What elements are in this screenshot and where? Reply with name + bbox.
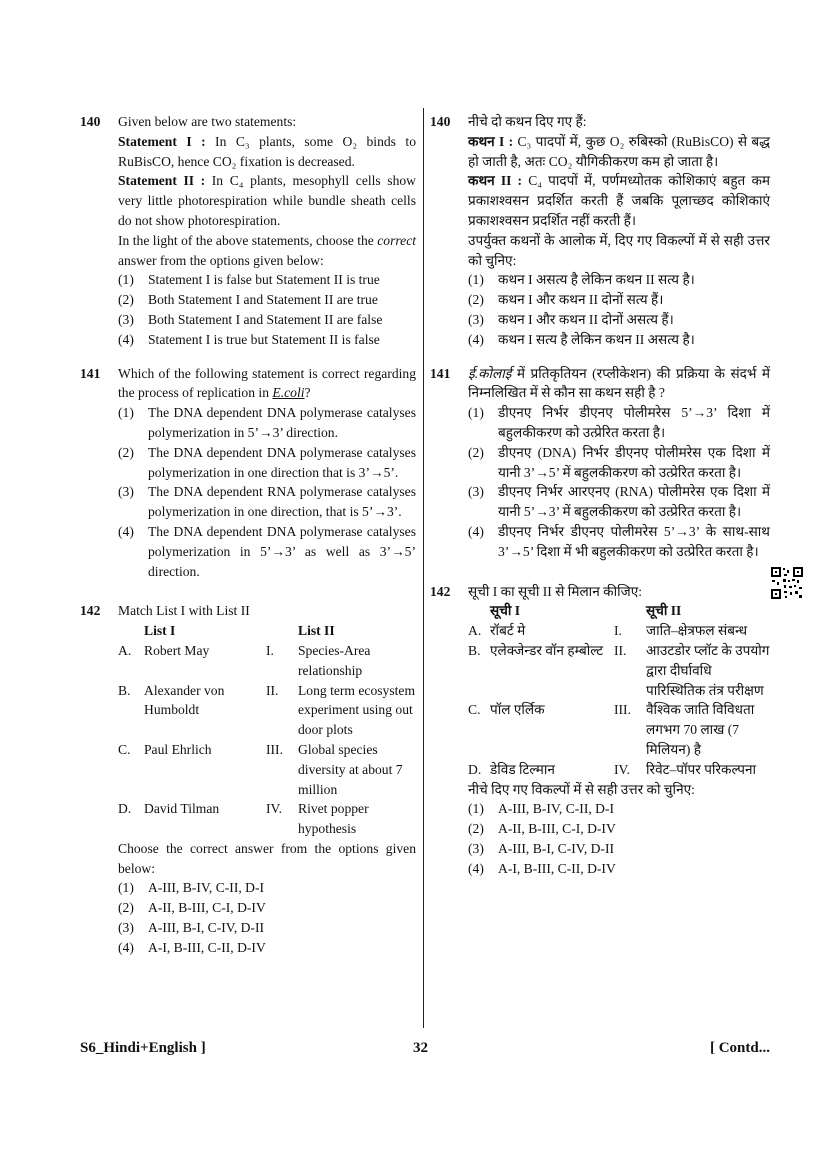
option-4[interactable]: (4) Statement I is true but Statement II is false <box>118 331 380 347</box>
question-number: 141 <box>80 365 101 381</box>
option-3[interactable]: (3) Both Statement I and Statement II are false <box>118 311 383 327</box>
match-row: D. David Tilman IV. Rivet popper hypothesis <box>118 801 369 837</box>
statement-1 <box>468 132 770 172</box>
statement-1-text: In C₃ plants, some O₂ binds to RuBisCO, hence CO₂ fixation is decreased. <box>118 133 416 169</box>
question-142-en <box>80 601 416 957</box>
option-3[interactable]: (3) A-III, B-I, C-IV, D-II <box>468 840 615 856</box>
statement-1-label: Statement I : <box>118 133 206 149</box>
question-number: 140 <box>80 114 101 129</box>
column-divider <box>423 108 424 1028</box>
qr-code-icon <box>770 566 804 600</box>
choose-instruction: नीचे दिए गए विकल्पों में से सही उत्तर को चुनिए: <box>468 781 695 797</box>
match-row: A. रॉबर्ट मे I. जाति–क्षेत्रफल संबन्ध <box>468 623 748 639</box>
statement-1-label: कथन I : <box>468 133 514 149</box>
question-140-hi <box>430 112 770 350</box>
match-row: D. डेविड टिल्मान IV. रिवेट–पॉपर परिकल्पना <box>468 761 757 777</box>
option-1[interactable]: (1) Statement I is false but Statement II is true <box>118 272 380 288</box>
option-2[interactable]: (2) The DNA dependent DNA polymerase catalyses polymerization in one direction that is 3’→5’. <box>118 444 416 480</box>
option-4[interactable]: (4) A-I, B-III, C-II, D-IV <box>468 860 616 876</box>
match-table-header <box>468 601 770 621</box>
question-number: 141 <box>430 365 451 381</box>
match-table <box>118 621 416 839</box>
match-row: B. Alexander von Humboldt II. Long term ecosystem experiment using out door plots <box>118 682 416 738</box>
option-1[interactable]: (1) कथन I असत्य है लेकिन कथन II सत्य है। <box>468 272 695 288</box>
option-3[interactable]: (3) डीएनए निर्भर आरएनए (RNA) पोलीमरेस एक दिशा में यानी 5’→3’ में बहुलकीकरण को उत्प्रेरित करता है। <box>468 484 770 520</box>
list-1-header: सूची I <box>490 603 521 619</box>
question-number: 142 <box>430 583 451 599</box>
option-1[interactable]: (1) डीएनए निर्भर डीएनए पोलीमरेस 5’→3’ दिशा में बहुलकीकरण को उत्प्रेरित करता है। <box>468 405 770 440</box>
statement-1-text: C₃ पादपों में, कुछ O₂ रुबिस्को (RuBisCO) से बद्ध हो जाती है, अतः CO₂ यौगिकीकरण कम हो जाता है। <box>468 133 770 169</box>
question-142-hi <box>430 582 770 879</box>
statement-1 <box>118 132 416 172</box>
match-table-header <box>118 621 416 641</box>
english-column <box>80 112 416 958</box>
hindi-column <box>430 112 770 878</box>
option-3[interactable]: (3) A-III, B-I, C-IV, D-II <box>118 920 265 936</box>
question-stem: ई.कोलाई में प्रतिकृतियन (रप्लीकेशन) की प्रक्रिया के संदर्भ में निम्नलिखित में से कौन सा कथन सही है ? <box>468 365 770 401</box>
option-1[interactable]: (1) A-III, B-IV, C-II, D-I <box>118 880 265 896</box>
option-4[interactable]: (4) A-I, B-III, C-II, D-IV <box>118 939 266 955</box>
statement-2-text: In C₄ plants, mesophyll cells show very little photorespiration while bundle sheath cells do not show photorespiration. <box>118 173 416 228</box>
question-instruction: In the light of the above statements, choose the correct answer from the options given below: <box>118 232 416 268</box>
question-stem: Which of the following statement is correct regarding the process of replication in E.coli? <box>118 365 416 401</box>
option-4[interactable]: (4) डीएनए निर्भर डीएनए पोलीमरेस 5’→3’ के साथ-साथ 3’→5’ दिशा में भी बहुलकीकरण को उत्प्रेरित करता है। <box>468 523 770 559</box>
question-number: 142 <box>80 603 101 619</box>
statement-2 <box>118 171 416 230</box>
match-row: C. पॉल एर्लिक III. वैश्विक जाति विविधता लगभग 70 लाख (7 मिलियन) है <box>468 702 755 757</box>
footer-code: S6_Hindi+English ] <box>80 1040 206 1056</box>
option-1[interactable]: (1) A-III, B-IV, C-II, D-I <box>468 801 615 817</box>
option-2[interactable]: (2) कथन I और कथन II दोनों सत्य हैं। <box>468 292 664 308</box>
list-1-header: List I <box>144 623 176 639</box>
footer-contd: [ Contd... <box>709 1040 770 1056</box>
statement-2-text: C₄ पादपों में, पर्णमध्योतक कोशिकाएं बहुत कम प्रकाशश्वसन प्रदर्शित करती हैं जबकि पूलाच्छद कोशिकाएं प्रकाशश्वसन प्रदर्शित नहीं करती हैं। <box>468 173 771 228</box>
statement-2-label: Statement II : <box>118 173 206 189</box>
match-table <box>468 601 770 779</box>
option-3[interactable]: (3) कथन I और कथन II दोनों असत्य हैं। <box>468 311 674 327</box>
page-number: 32 <box>413 1040 428 1056</box>
question-instruction: उपर्युक्त कथनों के आलोक में, दिए गए विकल्पों में से सही उत्तर को चुनिए: <box>468 232 770 268</box>
option-2[interactable]: (2) डीएनए (DNA) निर्भर डीएनए पोलीमरेस एक दिशा में यानी 3’→5’ में बहुलकीकरण को उत्प्रेरित करता है। <box>468 444 770 480</box>
question-141-hi <box>430 364 770 562</box>
question-number: 140 <box>430 114 451 129</box>
question-140-en <box>80 112 416 350</box>
question-intro: नीचे दो कथन दिए गए हैं: <box>468 114 587 129</box>
option-4[interactable]: (4) The DNA dependent DNA polymerase catalyses polymerization in 5’→3’ as well as 3’→5’ direction. <box>118 523 416 579</box>
option-2[interactable]: (2) A-II, B-III, C-I, D-IV <box>468 821 616 837</box>
option-2[interactable]: (2) Both Statement I and Statement II are true <box>118 292 378 308</box>
question-intro: Given below are two statements: <box>118 114 297 129</box>
option-1[interactable]: (1) The DNA dependent DNA polymerase catalyses polymerization in 5’→3’ direction. <box>118 405 416 440</box>
option-4[interactable]: (4) कथन I सत्य है लेकिन कथन II असत्य है। <box>468 331 695 347</box>
statement-2 <box>468 171 770 230</box>
match-row: B. एलेक्जेन्डर वॉन हम्बोल्ट II. आउटडोर प्लॉट के उपयोग द्वारा दीर्घावधि पारिस्थितिक तंत्र परीक्षण <box>468 642 770 698</box>
question-stem: Match List I with List II <box>118 603 250 619</box>
match-row: C. Paul Ehrlich III. Global species diversity at about 7 million <box>118 741 403 797</box>
match-row: A. Robert May I. Species-Area relationship <box>118 642 371 678</box>
option-2[interactable]: (2) A-II, B-III, C-I, D-IV <box>118 900 266 916</box>
question-141-en <box>80 364 416 582</box>
list-2-header: सूची II <box>646 603 682 619</box>
question-stem: सूची I का सूची II से मिलान कीजिए: <box>468 583 642 599</box>
list-2-header: List II <box>298 623 335 639</box>
choose-instruction: Choose the correct answer from the options given below: <box>118 840 416 876</box>
option-3[interactable]: (3) The DNA dependent RNA polymerase catalyses polymerization in one direction, that is 5’→3’. <box>118 484 416 520</box>
statement-2-label: कथन II : <box>468 173 523 189</box>
page-footer <box>80 1040 770 1064</box>
